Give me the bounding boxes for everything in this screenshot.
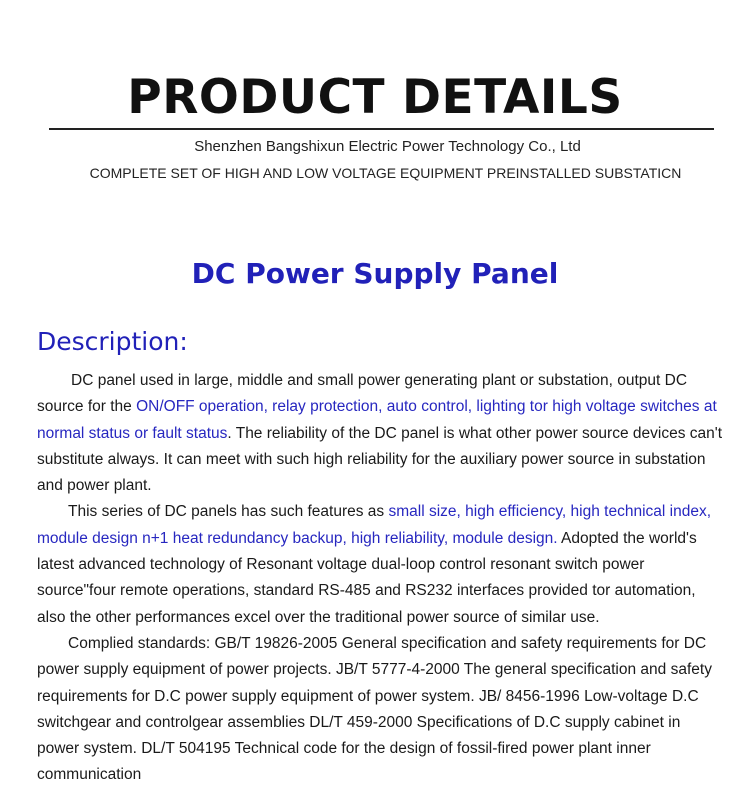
paragraph-text: This series of DC panels has such features as [68,503,389,521]
highlighted-text: ON/OFF operation, relay protection, auto control, lighting tor high voltage switches at normal status or fault status [37,398,717,442]
description-paragraph-3 [37,631,722,789]
paragraph-text: . The reliability of the DC panel is what other power source devices can't substitute always. It can meet with such high reliability for the auxiliary power source in substation and power plant. [37,424,723,495]
paragraph-text: Complied standards: GB/T 19826-2005 General specification and safety requirements for DC power supply equipment of power projects. JB/T 5777-4-2000 The general specification and safety requirements for D.C power supply equipment of power system. JB/ 8456-1996 Low-voltage D.C switchgear and controlgear assemblies DL/T 459-2000 Specifications of D.C supply cabinet in power system. DL/T 504195 Technical code for the design of fossil-fired power plant inner communication [37,634,712,784]
title-underline [49,128,714,130]
product-name: DC Power Supply Panel [191,257,559,290]
description-heading: Description: [37,327,188,356]
page-title: PRODUCT DETAILS [127,70,623,125]
description-paragraph-2 [37,499,722,630]
company-name: Shenzhen Bangshixun Electric Power Technology Co., Ltd [194,138,581,155]
paragraph-text: Adopted the world's latest advanced technology of Resonant voltage dual-loop control resonant switch power source"four remote operations, standard RS-485 and RS232 interfaces provided tor automation, also the other performances excel over the traditional power source of similar use. [37,529,697,626]
paragraph-text: DC panel used in large, middle and small power generating plant or substation, output DC source for the [37,372,688,416]
description-paragraph-1 [37,368,722,499]
company-tagline: COMPLETE SET OF HIGH AND LOW VOLTAGE EQUIPMENT PREINSTALLED SUBSTATICN [89,165,682,181]
description-body [37,368,722,789]
highlighted-text: small size, high efficiency, high technical index, module design n+1 heat redundancy backup, high reliability, module design. [37,503,711,547]
